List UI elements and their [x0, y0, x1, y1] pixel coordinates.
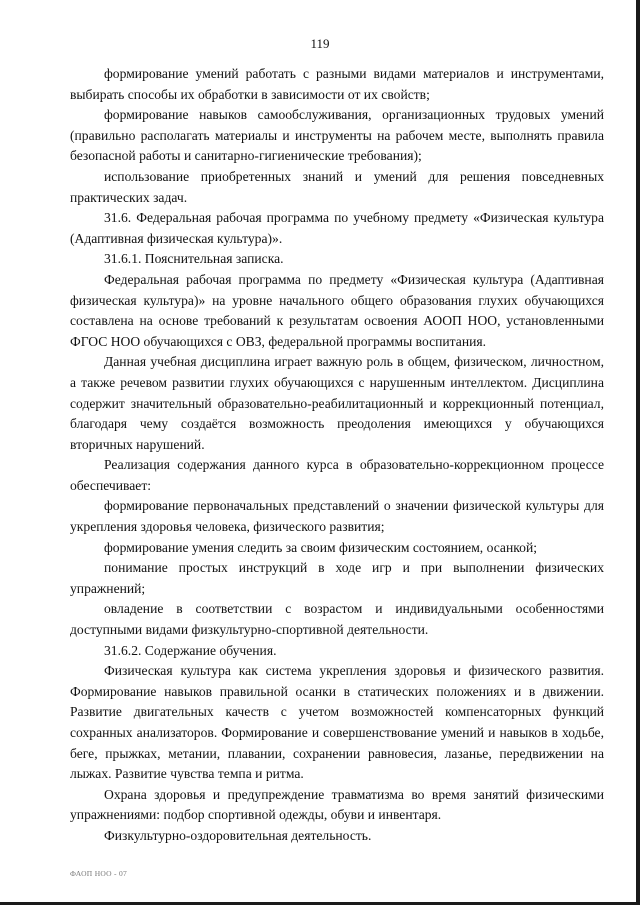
paragraph: понимание простых инструкций в ходе игр и при выполнении физических упражнений;: [70, 560, 604, 596]
paragraph: Охрана здоровья и предупреждение травматизма во время занятий физическими упражнениями: подбор спортивной одежды, обуви и инвентаря.: [70, 786, 604, 823]
paragraph: использование приобретенных знаний и умений для решения повседневных практических задач.: [70, 168, 604, 205]
paragraph: формирование умений работать с разными видами материалов и инструментами, выбирать способы их обработки в зависимости от их свойств;: [70, 66, 604, 102]
paragraph: Физическая культура как система укрепления здоровья и физического развития. Формирование навыков правильной осанки в статических положениях и в движении. Развитие двигательных качеств с учетом возможностей компенсаторных функций сохранных анализаторов. Формирование и совершенствование умений и навыков в ходьбе, беге, прыжках, метании, плавании, сохранении равновесия, лазанье, передвижении на лыжах. Развитие чувства темпа и ритма.: [70, 663, 604, 782]
paragraph: формирование первоначальных представлений о значении физической культуры для укрепления здоровья человека, физического развития;: [70, 498, 604, 535]
subsection-heading: 31.6.2. Содержание обучения.: [104, 642, 277, 658]
page-number: 119: [310, 36, 330, 51]
paragraph: Федеральная рабочая программа по предмету «Физическая культура (Адаптивная физическая культура)» на уровне начального общего образования глухих обучающихся составлена на основе требований к результатам освоения АООП НОО, установленными ФГОС НОО обучающихся с ОВЗ, федеральной программы воспитания.: [70, 271, 604, 349]
footer-mark: ФАОП НОО - 07: [70, 869, 128, 878]
subsection-heading: 31.6.1. Пояснительная записка.: [104, 251, 284, 267]
paragraph: овладение в соответствии с возрастом и индивидуальными особенностями доступными видами физкультурно-спортивной деятельности.: [70, 601, 604, 638]
paragraph: Физкультурно-оздоровительная деятельность.: [104, 827, 372, 843]
paragraph: Данная учебная дисциплина играет важную роль в общем, физическом, личностном, а также речевом развитии глухих обучающихся с нарушенным интеллектом. Дисциплина содержит значительный образовательно-реабилитационный и коррекционный потенциал, благодаря чему создаётся возможность преодоления имеющихся у обучающихся вторичных нарушений.: [70, 354, 604, 452]
paragraph: формирование навыков самообслуживания, организационных трудовых умений (правильно располагать материалы и инструменты на рабочем месте, выполнять правила безопасной работы и санитарно-гигиенические требования);: [70, 107, 604, 164]
body-text: [70, 64, 604, 847]
section-heading: 31.6. Федеральная рабочая программа по учебному предмету «Физическая культура (Адаптивная физическая культура)».: [70, 210, 604, 246]
paragraph: формирование умения следить за своим физическим состоянием, осанкой;: [104, 539, 538, 555]
paragraph: Реализация содержания данного курса в образовательно-коррекционном процессе обеспечивает:: [70, 457, 604, 493]
